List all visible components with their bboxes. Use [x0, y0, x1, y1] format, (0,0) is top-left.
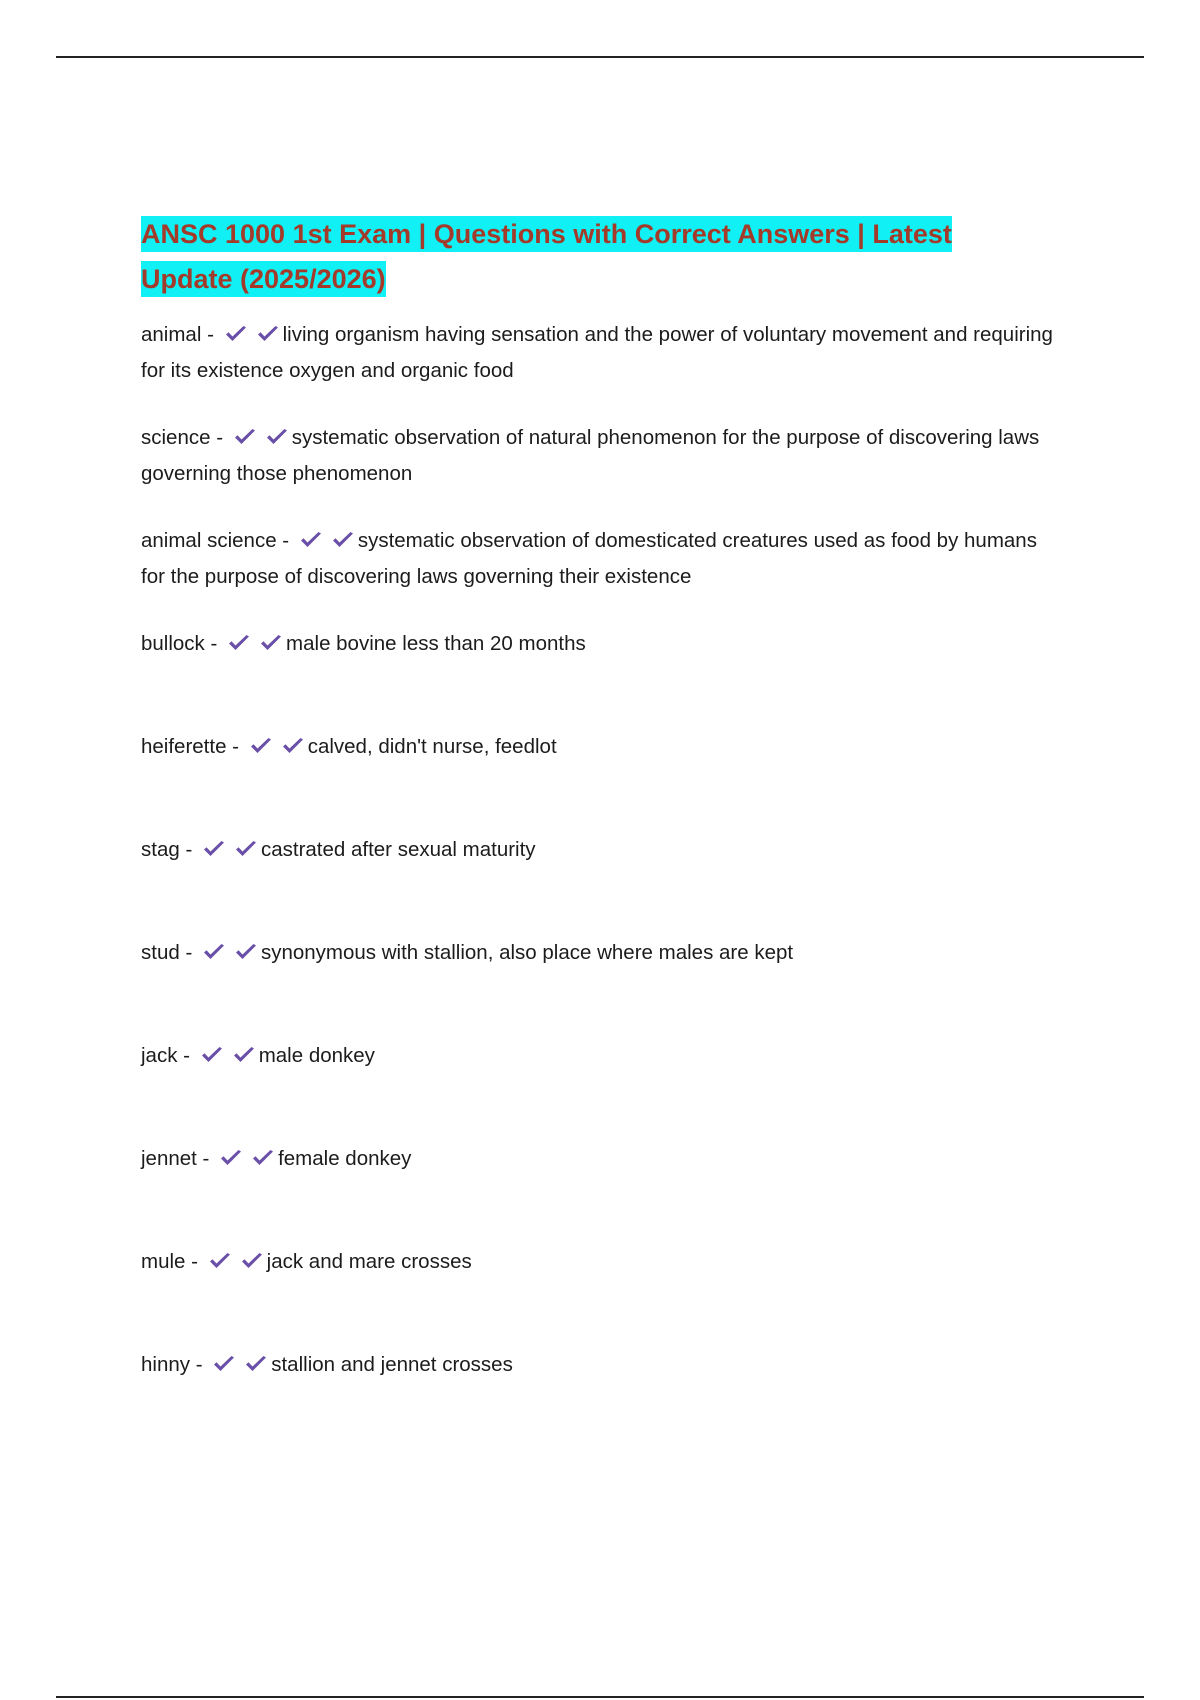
checkmark-icon — [256, 325, 280, 343]
checkmark-icon — [251, 1149, 275, 1167]
list-item — [141, 421, 1061, 491]
entry-separator: - — [226, 735, 245, 758]
checkmark-icon — [208, 1252, 232, 1270]
list-item — [141, 318, 1061, 388]
entry-definition: living organism having sensation and the power of voluntary movement and requiring for its existence oxygen and organic food — [141, 323, 1053, 382]
footer-rule — [56, 1696, 1144, 1698]
entry-separator: - — [204, 632, 224, 655]
entry-term: jennet — [141, 1147, 197, 1170]
answer-marks — [233, 423, 290, 457]
answer-marks — [212, 1350, 269, 1384]
entry-separator: - — [201, 323, 220, 346]
answer-marks — [227, 629, 284, 663]
entry-separator: - — [276, 529, 295, 552]
checkmark-icon — [202, 943, 226, 961]
entry-separator: - — [210, 426, 229, 449]
entry-term: stag — [141, 838, 180, 861]
entry-definition: synonymous with stallion, also place where males are kept — [260, 941, 794, 964]
checkmark-icon — [265, 428, 289, 446]
entry-definition: stallion and jennet crosses — [271, 1353, 513, 1376]
entry-definition: female donkey — [278, 1147, 412, 1170]
entry-definition: calved, didn't nurse, feedlot — [307, 735, 557, 758]
checkmark-icon — [299, 531, 323, 549]
checkmark-icon — [202, 840, 226, 858]
entry-separator: - — [196, 1147, 216, 1170]
list-item — [141, 524, 1061, 594]
list-item — [141, 1348, 1061, 1418]
answer-marks — [249, 732, 306, 766]
entry-term: animal — [141, 323, 202, 346]
checkmark-icon — [233, 428, 257, 446]
checkmark-icon — [200, 1046, 224, 1064]
entry-term: hinny — [141, 1353, 191, 1376]
checkmark-icon — [232, 1046, 256, 1064]
entry-definition: castrated after sexual maturity — [260, 838, 536, 861]
list-item — [141, 833, 1061, 903]
checkmark-icon — [212, 1355, 236, 1373]
entry-term: science — [141, 426, 211, 449]
entry-definition: jack and mare crosses — [266, 1250, 472, 1273]
checkmark-icon — [259, 634, 283, 652]
answer-marks — [202, 938, 259, 972]
page-title: ANSC 1000 1st Exam | Questions with Correct Answers | Latest Update (2025/2026) — [141, 216, 952, 297]
entry-separator: - — [177, 1044, 196, 1067]
answer-marks — [202, 835, 259, 869]
list-item — [141, 627, 1061, 697]
entry-term: animal science — [141, 529, 277, 552]
entry-definition: systematic observation of domesticated creatures used as food by humans for the purpose of discovering laws governing their existence — [141, 529, 1037, 588]
answer-marks — [208, 1247, 265, 1281]
checkmark-icon — [234, 840, 258, 858]
header-rule — [56, 56, 1144, 58]
title-block — [141, 212, 1041, 302]
checkmark-icon — [281, 737, 305, 755]
checkmark-icon — [219, 1149, 243, 1167]
entry-term: mule — [141, 1250, 186, 1273]
answer-marks — [219, 1144, 276, 1178]
entry-term: heiferette — [141, 735, 227, 758]
entry-separator: - — [185, 1250, 204, 1273]
entry-definition: systematic observation of natural phenomenon for the purpose of discovering laws governing those phenomenon — [141, 426, 1040, 485]
entry-term: bullock — [141, 632, 205, 655]
checkmark-icon — [244, 1355, 268, 1373]
list-item — [141, 936, 1061, 1006]
list-item — [141, 1142, 1061, 1212]
list-item — [141, 730, 1061, 800]
entry-separator: - — [179, 838, 198, 861]
entry-definition: male bovine less than 20 months — [286, 632, 586, 655]
checkmark-icon — [234, 943, 258, 961]
entry-separator: - — [179, 941, 198, 964]
checkmark-icon — [227, 634, 251, 652]
flashcard-list — [141, 318, 1061, 1418]
entry-term: jack — [141, 1044, 178, 1067]
checkmark-icon — [331, 531, 355, 549]
answer-marks — [200, 1041, 257, 1075]
entry-term: stud — [141, 941, 180, 964]
entry-separator: - — [190, 1353, 209, 1376]
answer-marks — [299, 526, 356, 560]
entry-definition: male donkey — [258, 1044, 375, 1067]
checkmark-icon — [249, 737, 273, 755]
list-item — [141, 1039, 1061, 1109]
list-item — [141, 1245, 1061, 1315]
answer-marks — [224, 320, 281, 354]
checkmark-icon — [240, 1252, 264, 1270]
checkmark-icon — [224, 325, 248, 343]
